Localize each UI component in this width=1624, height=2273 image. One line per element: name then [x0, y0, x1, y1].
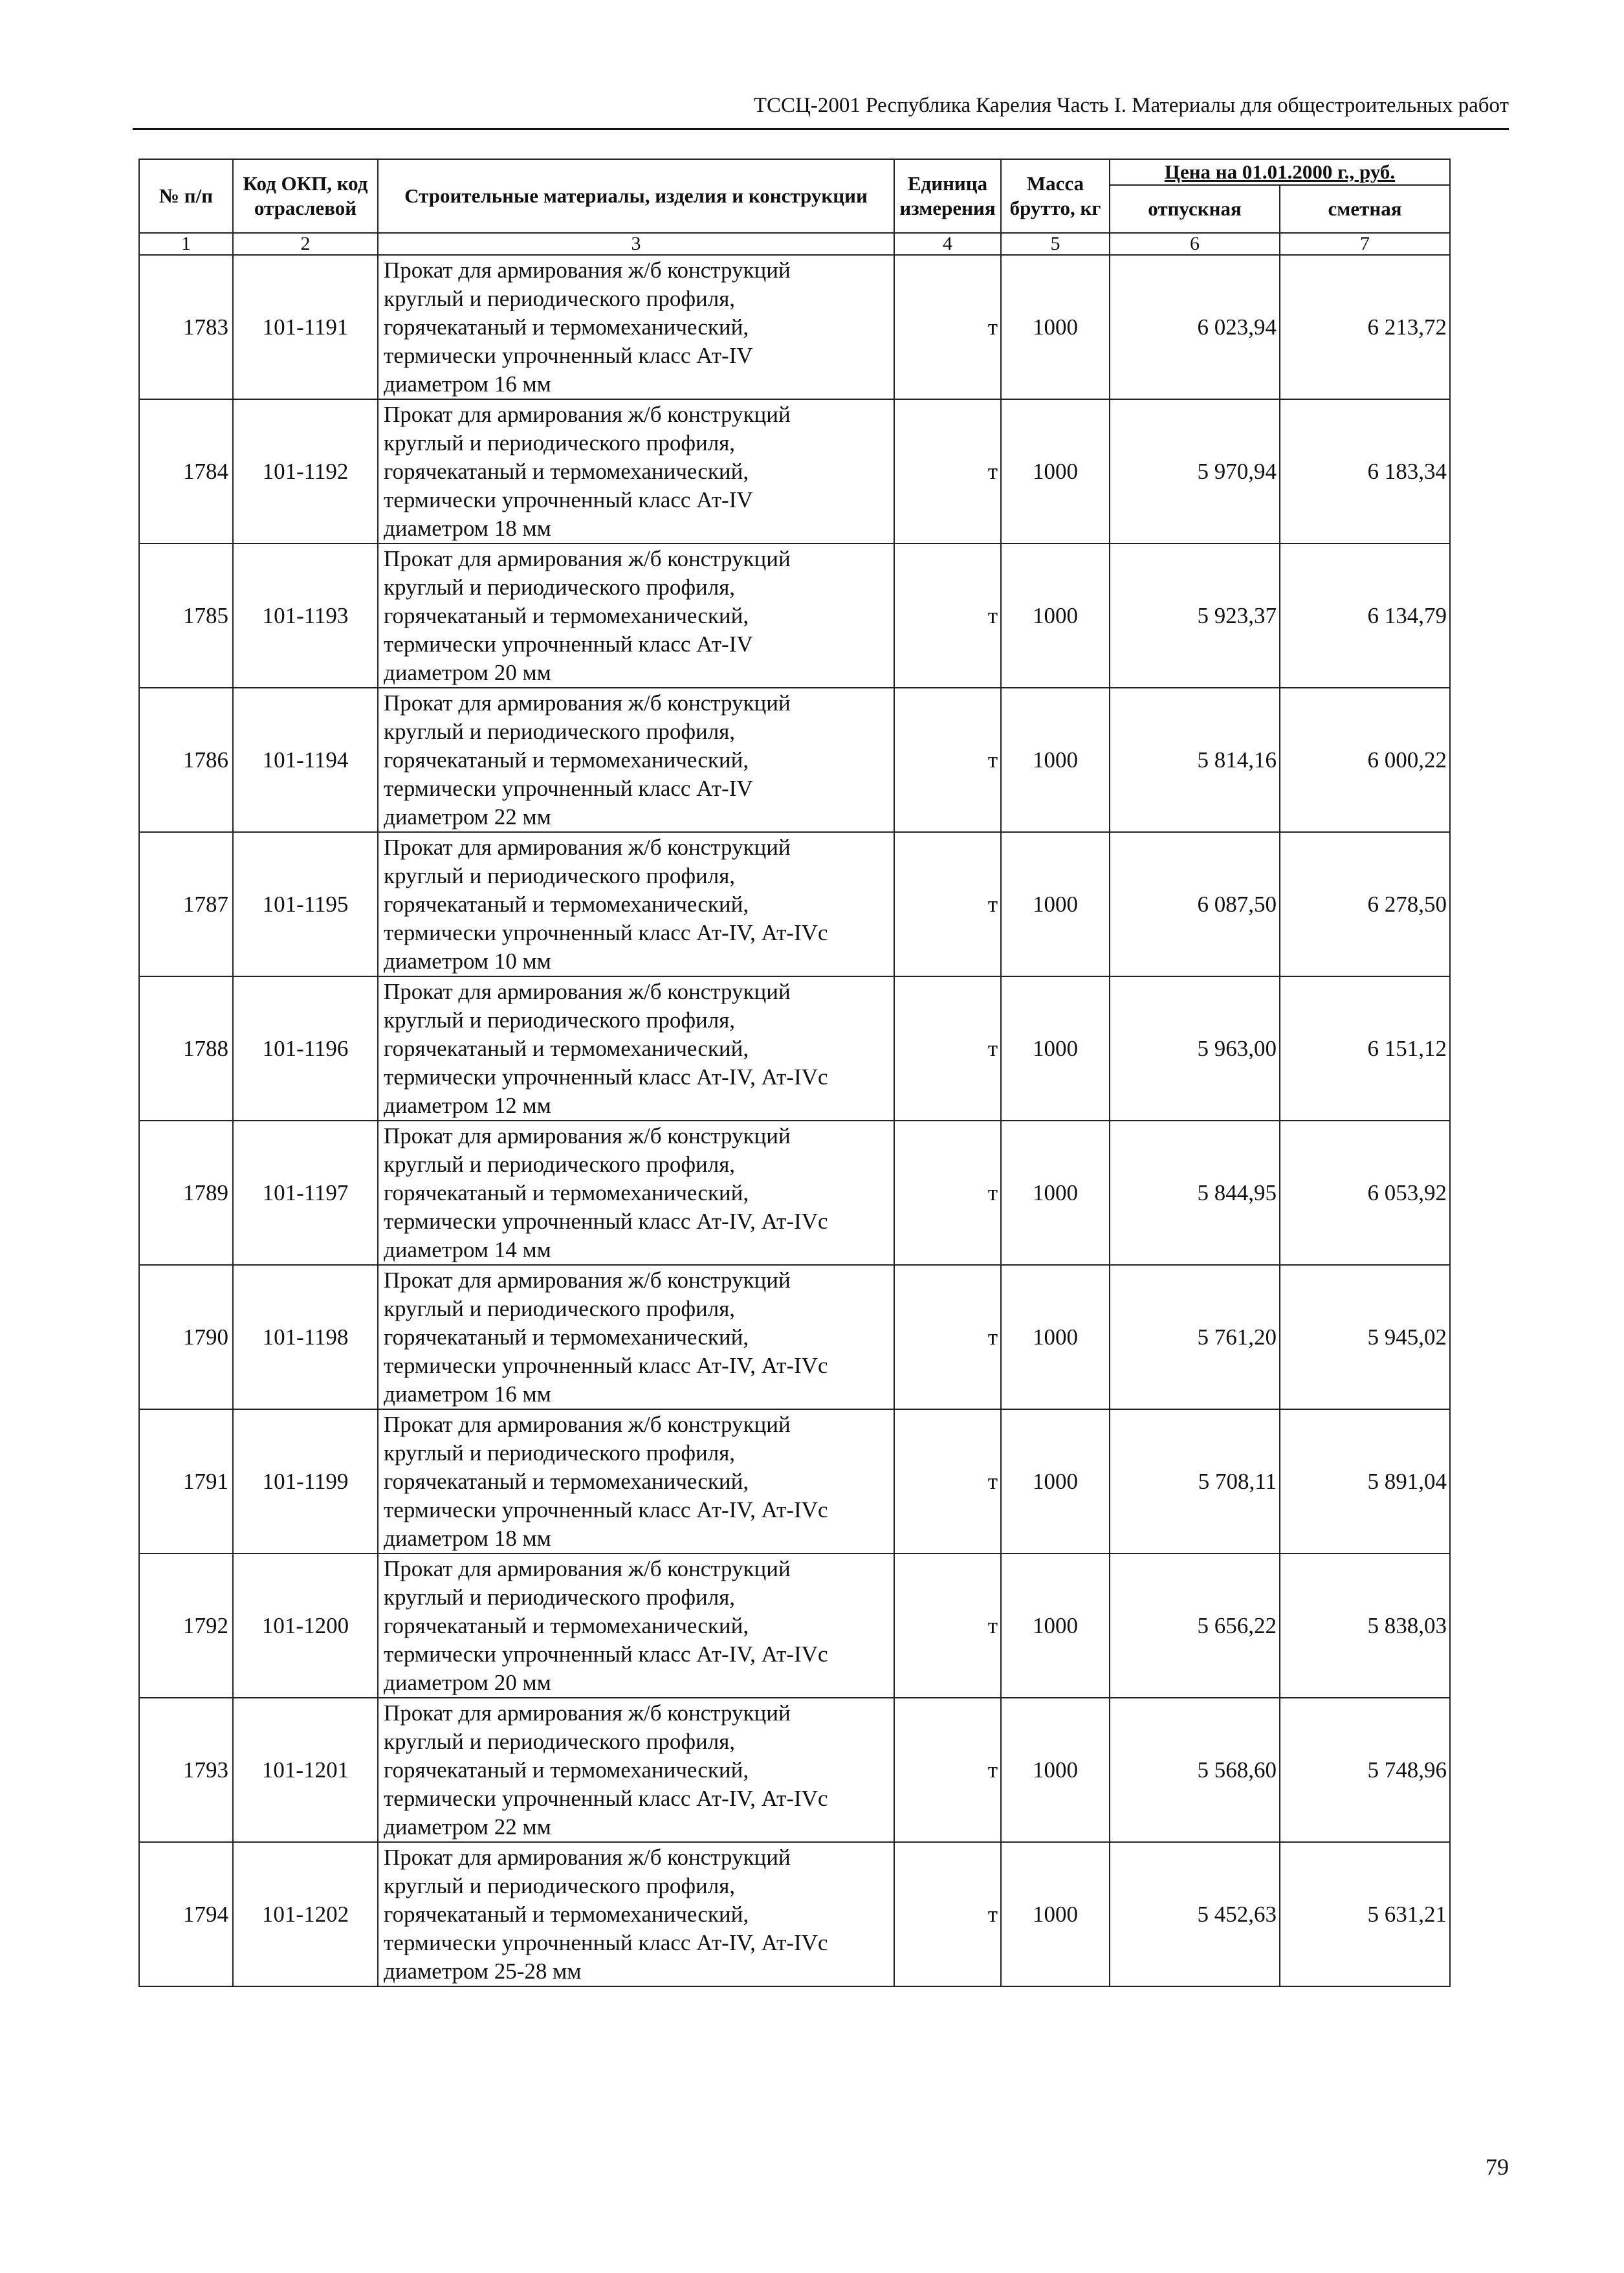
row-price-release: 5 568,60	[1110, 1698, 1280, 1842]
row-price-release: 5 814,16	[1110, 688, 1280, 832]
row-price-estimate: 6 278,50	[1280, 832, 1450, 976]
header-name: Строительные материалы, изделия и конструкции	[378, 159, 894, 233]
row-unit: т	[894, 1409, 1001, 1554]
row-price-release: 5 963,00	[1110, 976, 1280, 1121]
row-number: 1786	[139, 688, 233, 832]
row-price-estimate: 6 134,79	[1280, 544, 1450, 688]
table-row	[139, 399, 1450, 544]
column-number: 3	[378, 233, 894, 255]
row-description: Прокат для армирования ж/б конструкций круглый и периодического профиля, горячекатаный и термомеханический, термически упрочненный класс Ат-IV, Ат-IVс диаметром 18 мм	[378, 1409, 894, 1554]
row-code: 101-1198	[233, 1265, 378, 1409]
row-description: Прокат для армирования ж/б конструкций круглый и периодического профиля, горячекатаный и термомеханический, термически упрочненный класс Ат-IV диаметром 18 мм	[378, 399, 894, 544]
row-code: 101-1199	[233, 1409, 378, 1554]
row-price-release: 5 970,94	[1110, 399, 1280, 544]
table-row	[139, 1698, 1450, 1842]
row-unit: т	[894, 1554, 1001, 1698]
header-unit: Единица измерения	[894, 159, 1001, 233]
row-price-estimate: 5 838,03	[1280, 1554, 1450, 1698]
row-number: 1792	[139, 1554, 233, 1698]
header-price-group-label: Цена на 01.01.2000 г., руб.	[1164, 160, 1396, 183]
table-row	[139, 1121, 1450, 1265]
row-unit: т	[894, 544, 1001, 688]
row-price-estimate: 6 000,22	[1280, 688, 1450, 832]
row-number: 1785	[139, 544, 233, 688]
row-description: Прокат для армирования ж/б конструкций круглый и периодического профиля, горячекатаный и термомеханический, термически упрочненный класс Ат-IV, Ат-IVс диаметром 10 мм	[378, 832, 894, 976]
row-price-release: 5 656,22	[1110, 1554, 1280, 1698]
row-code: 101-1191	[233, 255, 378, 399]
row-code: 101-1197	[233, 1121, 378, 1265]
row-number: 1794	[139, 1842, 233, 1986]
row-price-release: 6 023,94	[1110, 255, 1280, 399]
row-number: 1788	[139, 976, 233, 1121]
header-price-group	[1110, 159, 1450, 185]
row-description: Прокат для армирования ж/б конструкций круглый и периодического профиля, горячекатаный и термомеханический, термически упрочненный класс Ат-IV, Ат-IVс диаметром 22 мм	[378, 1698, 894, 1842]
row-unit: т	[894, 255, 1001, 399]
row-price-estimate: 6 213,72	[1280, 255, 1450, 399]
table-row	[139, 1842, 1450, 1986]
row-price-estimate: 5 945,02	[1280, 1265, 1450, 1409]
column-numbers-row	[139, 233, 1450, 255]
column-number: 2	[233, 233, 378, 255]
row-price-release: 5 452,63	[1110, 1842, 1280, 1986]
header-mass: Масса брутто, кг	[1001, 159, 1110, 233]
column-number: 4	[894, 233, 1001, 255]
row-description: Прокат для армирования ж/б конструкций круглый и периодического профиля, горячекатаный и термомеханический, термически упрочненный класс Ат-IV диаметром 22 мм	[378, 688, 894, 832]
row-mass: 1000	[1001, 399, 1110, 544]
table-row	[139, 688, 1450, 832]
price-table	[138, 159, 1451, 1987]
row-code: 101-1201	[233, 1698, 378, 1842]
row-number: 1784	[139, 399, 233, 544]
row-mass: 1000	[1001, 544, 1110, 688]
row-number: 1787	[139, 832, 233, 976]
row-mass: 1000	[1001, 1842, 1110, 1986]
row-mass: 1000	[1001, 688, 1110, 832]
header-rule	[133, 128, 1509, 130]
row-price-estimate: 6 053,92	[1280, 1121, 1450, 1265]
row-price-release: 5 844,95	[1110, 1121, 1280, 1265]
row-unit: т	[894, 1265, 1001, 1409]
header-num: № п/п	[139, 159, 233, 233]
column-number: 6	[1110, 233, 1280, 255]
page-number: 79	[1486, 2154, 1509, 2180]
row-mass: 1000	[1001, 1121, 1110, 1265]
row-code: 101-1193	[233, 544, 378, 688]
row-code: 101-1202	[233, 1842, 378, 1986]
row-mass: 1000	[1001, 976, 1110, 1121]
row-unit: т	[894, 688, 1001, 832]
row-code: 101-1195	[233, 832, 378, 976]
header-price-release: отпускная	[1110, 185, 1280, 233]
row-number: 1783	[139, 255, 233, 399]
page-header: ТССЦ-2001 Республика Карелия Часть I. Материалы для общестроительных работ	[753, 94, 1509, 117]
row-price-estimate: 6 151,12	[1280, 976, 1450, 1121]
row-unit: т	[894, 832, 1001, 976]
row-description: Прокат для армирования ж/б конструкций круглый и периодического профиля, горячекатаный и термомеханический, термически упрочненный класс Ат-IV, Ат-IVс диаметром 25-28 мм	[378, 1842, 894, 1986]
table-row	[139, 255, 1450, 399]
row-price-release: 6 087,50	[1110, 832, 1280, 976]
row-unit: т	[894, 1121, 1001, 1265]
row-number: 1791	[139, 1409, 233, 1554]
row-price-release: 5 761,20	[1110, 1265, 1280, 1409]
row-description: Прокат для армирования ж/б конструкций круглый и периодического профиля, горячекатаный и термомеханический, термически упрочненный класс Ат-IV диаметром 16 мм	[378, 255, 894, 399]
row-mass: 1000	[1001, 1265, 1110, 1409]
row-number: 1789	[139, 1121, 233, 1265]
row-unit: т	[894, 976, 1001, 1121]
row-code: 101-1194	[233, 688, 378, 832]
column-number: 5	[1001, 233, 1110, 255]
row-mass: 1000	[1001, 255, 1110, 399]
row-description: Прокат для армирования ж/б конструкций круглый и периодического профиля, горячекатаный и термомеханический, термически упрочненный класс Ат-IV, Ат-IVс диаметром 16 мм	[378, 1265, 894, 1409]
row-code: 101-1200	[233, 1554, 378, 1698]
row-number: 1790	[139, 1265, 233, 1409]
table-row	[139, 1409, 1450, 1554]
table-row	[139, 1265, 1450, 1409]
row-price-estimate: 6 183,34	[1280, 399, 1450, 544]
row-unit: т	[894, 1842, 1001, 1986]
row-description: Прокат для армирования ж/б конструкций круглый и периодического профиля, горячекатаный и термомеханический, термически упрочненный класс Ат-IV диаметром 20 мм	[378, 544, 894, 688]
table-row	[139, 1554, 1450, 1698]
row-price-estimate: 5 891,04	[1280, 1409, 1450, 1554]
header-code: Код ОКП, код отраслевой	[233, 159, 378, 233]
header-price-estimate: сметная	[1280, 185, 1450, 233]
row-number: 1793	[139, 1698, 233, 1842]
table-row	[139, 976, 1450, 1121]
row-mass: 1000	[1001, 832, 1110, 976]
table-row	[139, 544, 1450, 688]
row-description: Прокат для армирования ж/б конструкций круглый и периодического профиля, горячекатаный и термомеханический, термически упрочненный класс Ат-IV, Ат-IVс диаметром 20 мм	[378, 1554, 894, 1698]
column-number: 7	[1280, 233, 1450, 255]
row-price-estimate: 5 748,96	[1280, 1698, 1450, 1842]
row-code: 101-1192	[233, 399, 378, 544]
row-code: 101-1196	[233, 976, 378, 1121]
row-price-estimate: 5 631,21	[1280, 1842, 1450, 1986]
row-unit: т	[894, 399, 1001, 544]
row-description: Прокат для армирования ж/б конструкций круглый и периодического профиля, горячекатаный и термомеханический, термически упрочненный класс Ат-IV, Ат-IVс диаметром 14 мм	[378, 1121, 894, 1265]
column-number: 1	[139, 233, 233, 255]
row-description: Прокат для армирования ж/б конструкций круглый и периодического профиля, горячекатаный и термомеханический, термически упрочненный класс Ат-IV, Ат-IVс диаметром 12 мм	[378, 976, 894, 1121]
row-mass: 1000	[1001, 1409, 1110, 1554]
table-row	[139, 832, 1450, 976]
row-price-release: 5 708,11	[1110, 1409, 1280, 1554]
row-mass: 1000	[1001, 1698, 1110, 1842]
row-mass: 1000	[1001, 1554, 1110, 1698]
row-price-release: 5 923,37	[1110, 544, 1280, 688]
row-unit: т	[894, 1698, 1001, 1842]
